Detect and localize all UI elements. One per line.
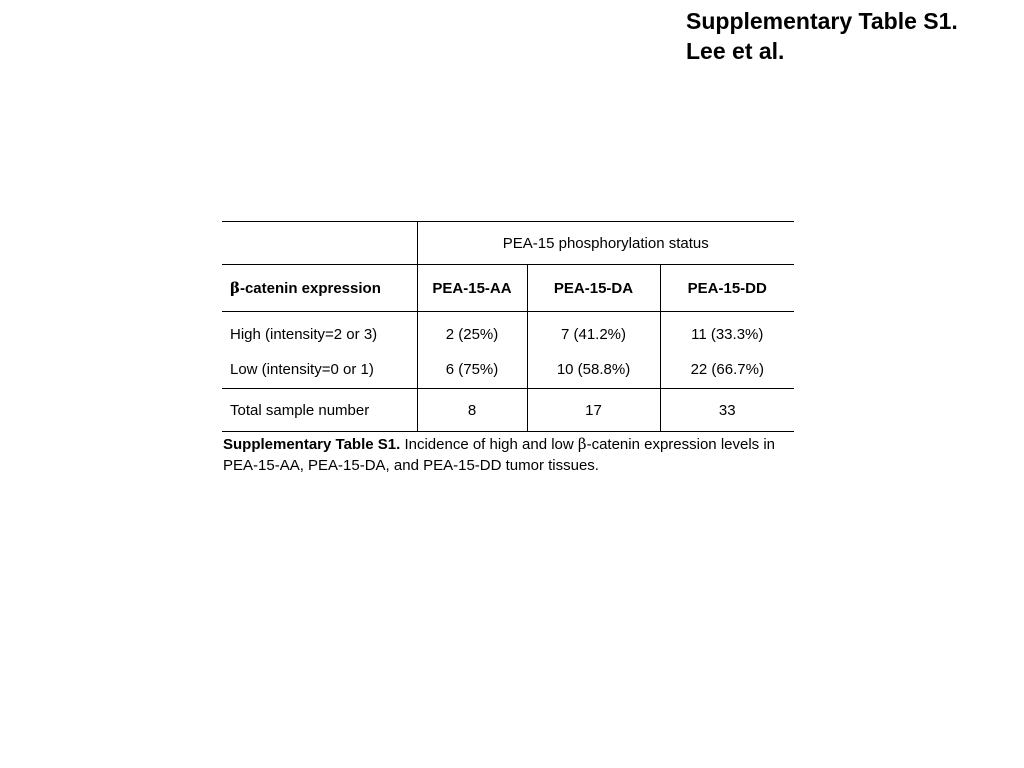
caption-text-2: -catenin expression levels in PEA-15-AA, PEA-15-DA, and PEA-15-DD tumor tissues.: [223, 436, 776, 474]
title-line-1: Supplementary Table S1.: [686, 8, 958, 34]
cell-total-da: 17: [527, 389, 660, 432]
cell-low-da: 10 (58.8%): [527, 353, 660, 389]
group-header-row: [222, 222, 794, 265]
table-row-total: [222, 389, 794, 432]
beta-symbol: β: [230, 279, 240, 297]
cell-high-aa: 2 (25%): [417, 312, 527, 354]
empty-corner-cell: [222, 222, 417, 265]
slide-title: [686, 6, 958, 66]
table-row-high: [222, 312, 794, 354]
caption-label: Supplementary Table S1.: [223, 436, 401, 453]
data-table: [222, 221, 794, 432]
caption-beta-symbol: β: [577, 435, 587, 453]
caption-text-1: Incidence of high and low: [400, 436, 578, 453]
cell-total-dd: 33: [660, 389, 794, 432]
table-caption: [223, 434, 803, 476]
cell-high-da: 7 (41.2%): [527, 312, 660, 354]
group-header-cell: PEA-15 phosphorylation status: [417, 222, 794, 265]
cell-total-aa: 8: [417, 389, 527, 432]
cell-low-dd: 22 (66.7%): [660, 353, 794, 389]
table-row-low: [222, 353, 794, 389]
cell-low-aa: 6 (75%): [417, 353, 527, 389]
row-label-high: High (intensity=2 or 3): [230, 326, 378, 343]
column-header-row: [222, 265, 794, 312]
row-label-total: Total sample number: [222, 389, 417, 432]
column-header-aa: PEA-15-AA: [417, 265, 527, 312]
cell-high-dd: 11 (33.3%): [660, 312, 794, 354]
row-label-low: Low (intensity=0 or 1): [222, 353, 417, 389]
row-header-text: -catenin expression: [239, 280, 381, 297]
column-header-da: PEA-15-DA: [527, 265, 660, 312]
row-header-cell: [222, 265, 417, 312]
title-line-2: Lee et al.: [686, 38, 785, 64]
column-header-dd: PEA-15-DD: [660, 265, 794, 312]
